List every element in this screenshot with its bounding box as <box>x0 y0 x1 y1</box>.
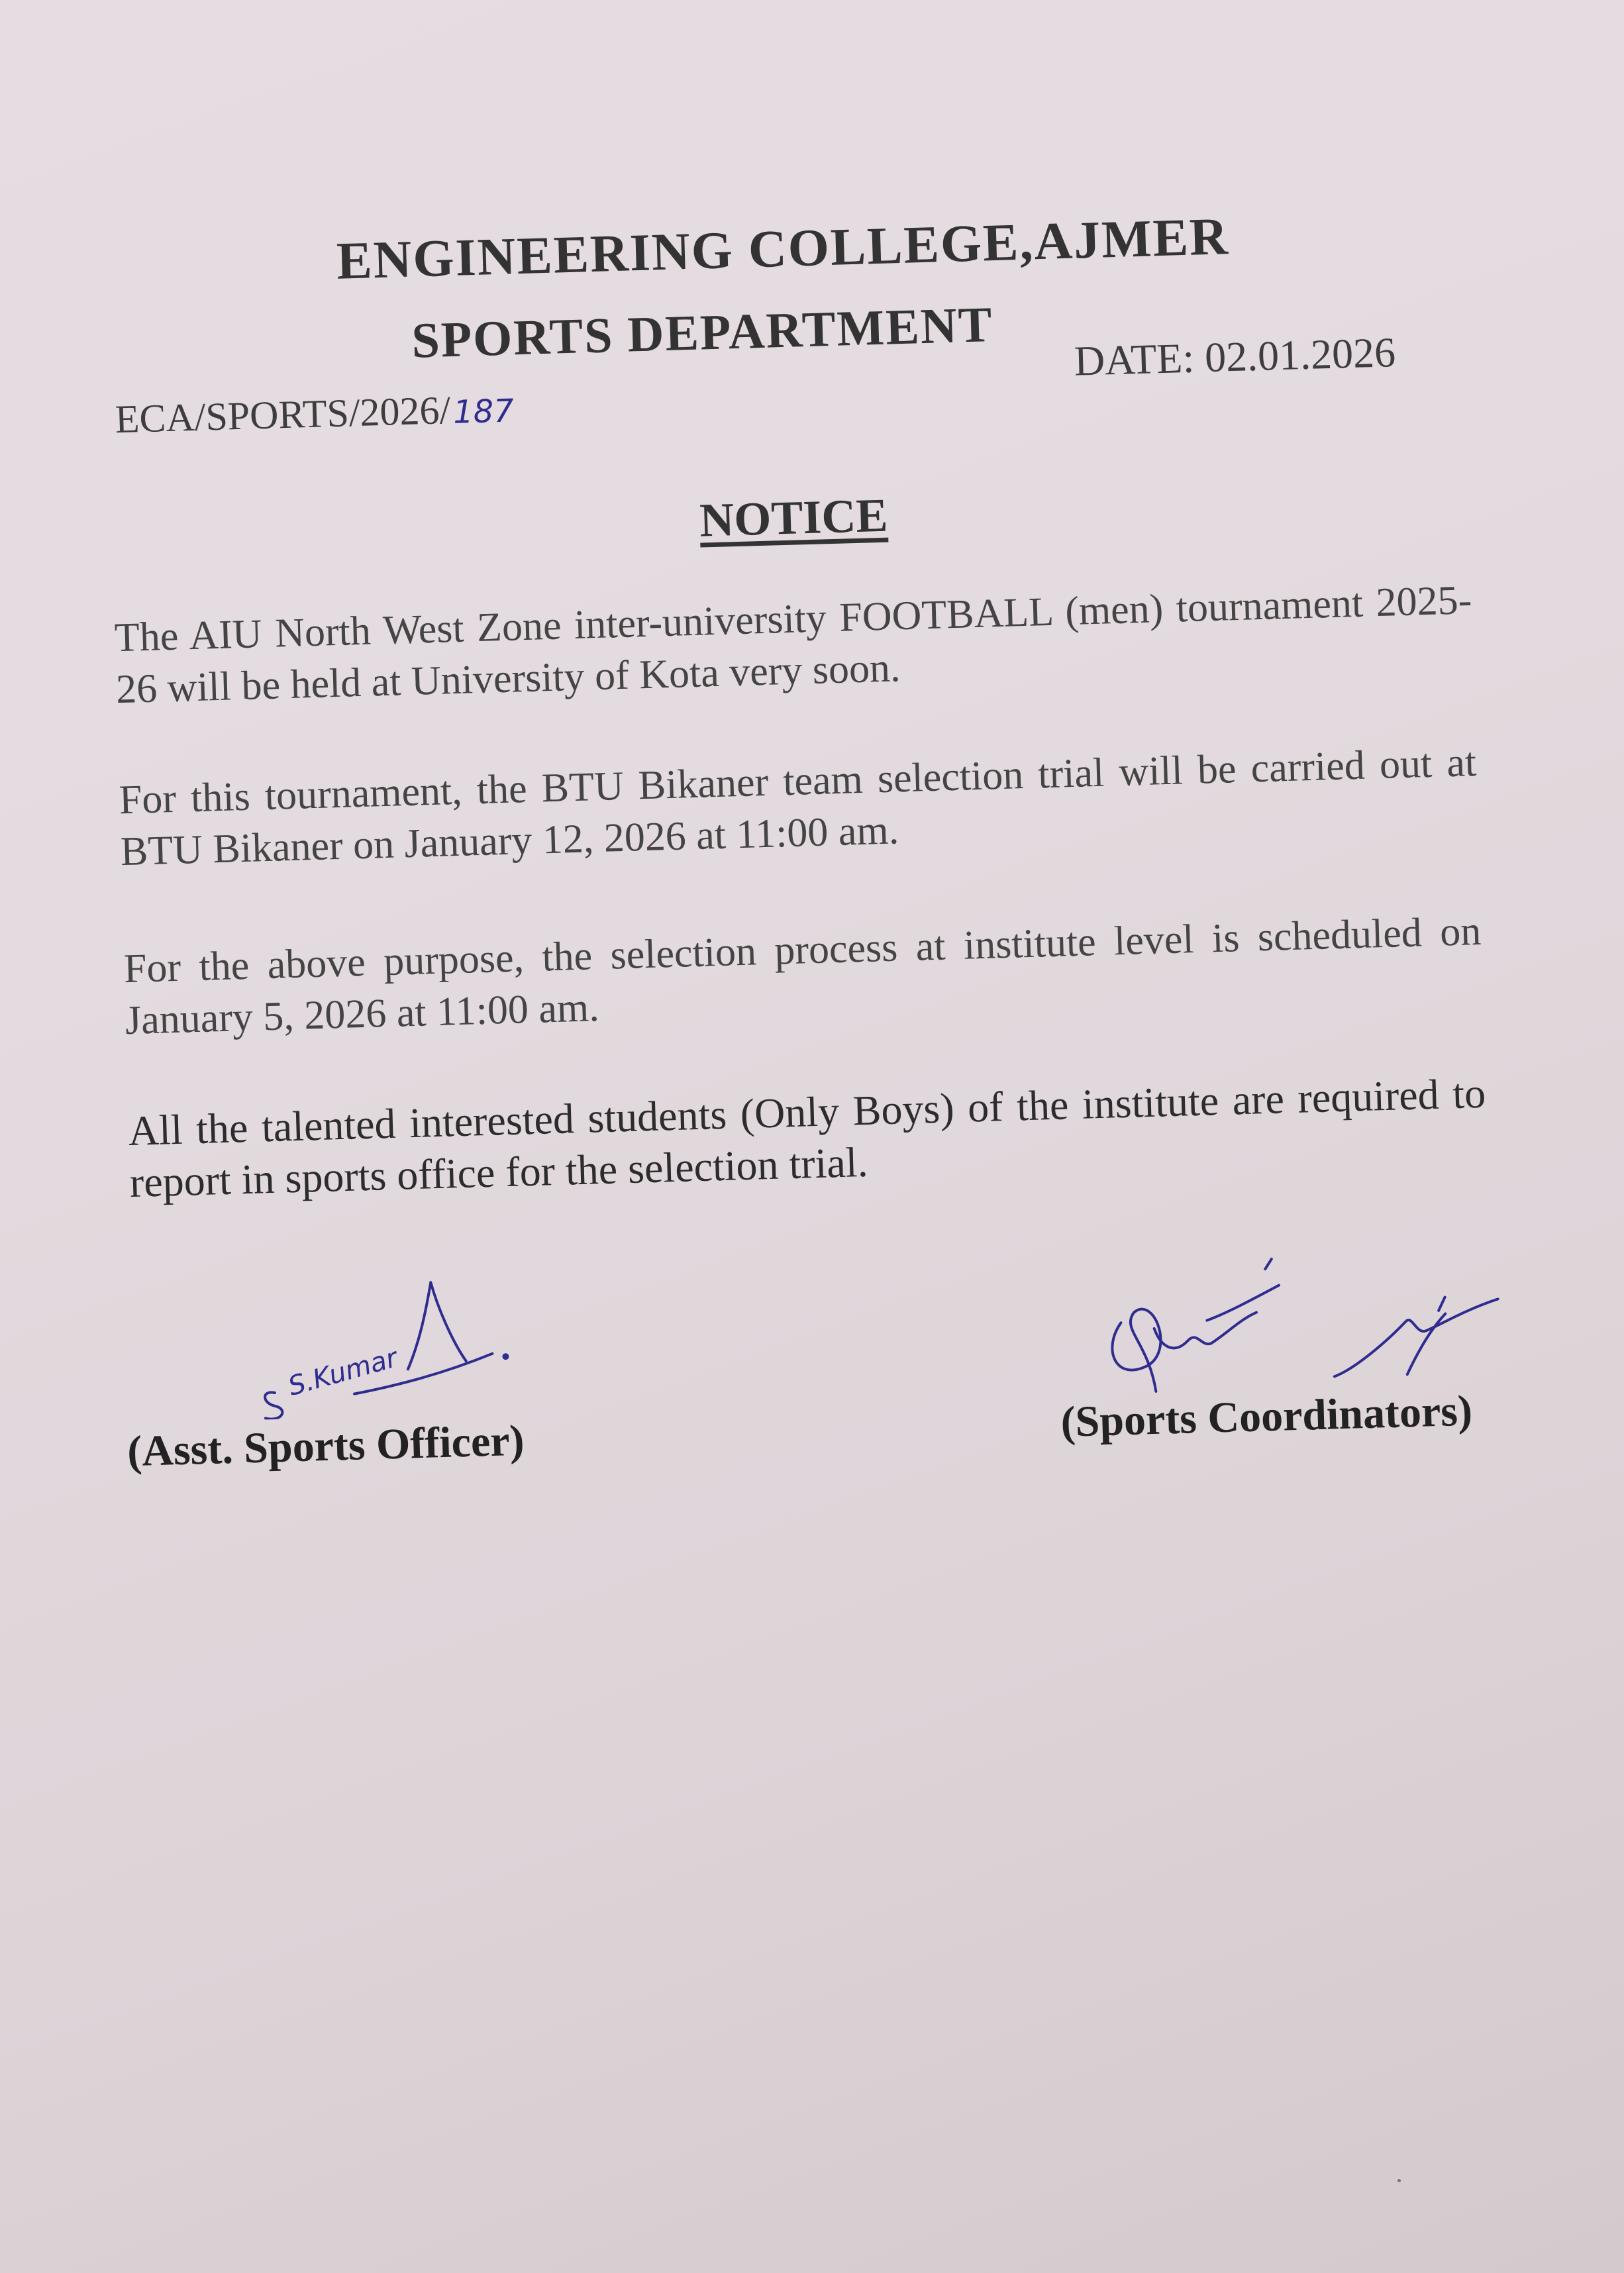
notice-heading <box>0 468 1596 568</box>
institution-title: ENGINEERING COLLEGE,AJMER <box>336 207 1230 291</box>
signature-left-drawing <box>232 1260 534 1420</box>
notice-heading-text: NOTICE <box>699 488 889 547</box>
asst-sports-officer-label: (Asst. Sports Officer) <box>127 1416 525 1476</box>
notice-paragraph-3: For the above purpose, the selection process at institute level is scheduled on January 5, 2026 at 11:00 am. <box>123 908 1482 1044</box>
reference-handwritten-number: 187 <box>452 392 515 431</box>
notice-paragraph-2: For this tournament, the BTU Bikaner team selection trial will be carried out at BTU Bikaner on January 12, 2026 at 11:00 am. <box>118 739 1477 875</box>
sports-coordinators-signature <box>1072 1238 1566 1404</box>
signature-right-drawing <box>1072 1238 1566 1404</box>
notice-date: DATE: 02.01.2026 <box>1073 328 1396 385</box>
asst-sports-officer-signature <box>232 1260 534 1420</box>
notice-paragraph-1: The AIU North West Zone inter-university FOOTBALL (men) tournament 2025-26 will be held at University of Kota very soon. <box>114 578 1473 713</box>
department-title: SPORTS DEPARTMENT <box>411 297 994 369</box>
signature-left-text: S.Kumar <box>285 1342 401 1402</box>
reference-number <box>115 385 515 442</box>
notice-paragraph-4: All the talented interested students (Only Boys) of the institute are required to report in sports office for the selection trial. <box>127 1069 1486 1206</box>
paper-speck <box>1397 2179 1401 2182</box>
reference-prefix: ECA/SPORTS/2026/ <box>114 388 452 442</box>
sports-coordinators-label: (Sports Coordinators) <box>1060 1386 1473 1446</box>
